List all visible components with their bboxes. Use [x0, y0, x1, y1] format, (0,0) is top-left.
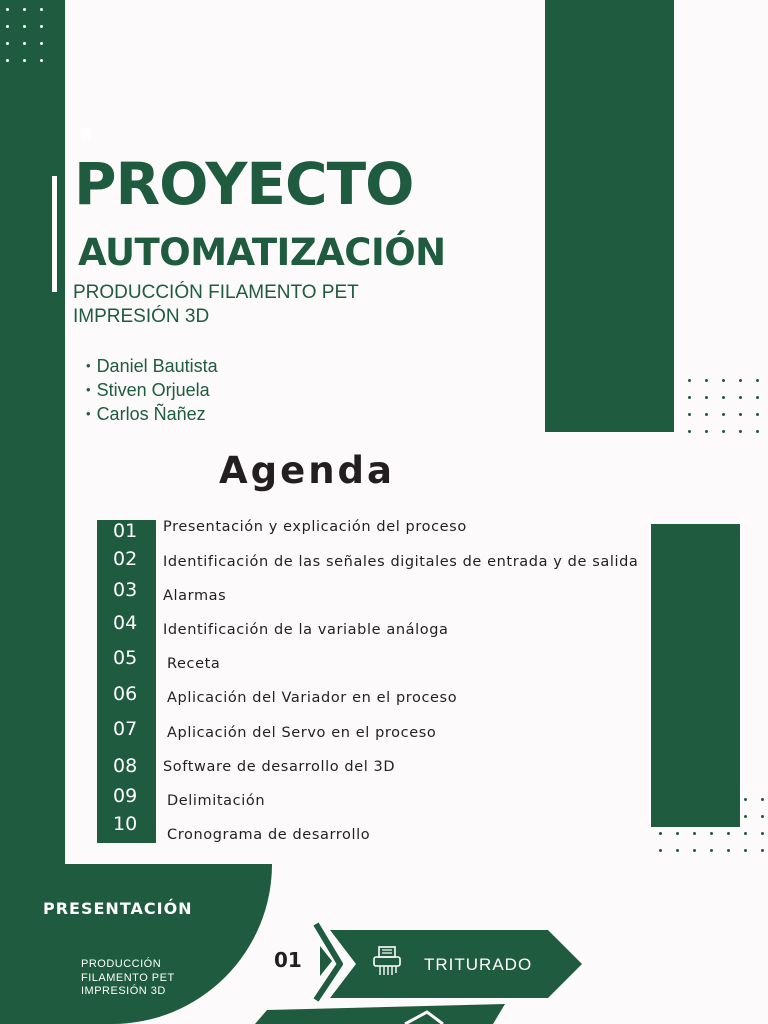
decorative-dot — [676, 815, 679, 818]
decorative-dot — [710, 815, 713, 818]
decorative-dot — [739, 430, 742, 433]
dot-grid-right-upper — [688, 379, 768, 447]
step-label: TRITURADO — [424, 955, 533, 974]
agenda-number-column — [97, 520, 156, 843]
title-accent-bar — [52, 176, 57, 292]
decorative-dot — [705, 430, 708, 433]
decorative-dot — [693, 832, 696, 835]
decorative-dot — [40, 25, 43, 28]
bottom-left-green-shape — [0, 864, 272, 1024]
decorative-dot — [659, 832, 662, 835]
decorative-dot — [761, 832, 764, 835]
decorative-dot — [710, 798, 713, 801]
decorative-dot — [761, 849, 764, 852]
decorative-dot — [722, 379, 725, 382]
page-subtitle-main: AUTOMATIZACIÓN — [78, 231, 446, 274]
section-label: PRESENTACIÓN — [43, 899, 193, 918]
decorative-dot — [6, 8, 9, 11]
agenda-number: 10 — [113, 813, 138, 835]
decorative-dot — [676, 849, 679, 852]
decorative-dot — [40, 8, 43, 11]
right-green-column — [545, 0, 674, 432]
agenda-item: Software de desarrollo del 3D — [163, 759, 396, 775]
agenda-number: 04 — [113, 612, 138, 634]
decorative-dot — [23, 59, 26, 62]
agenda-number: 05 — [113, 647, 138, 669]
decorative-dot — [6, 59, 9, 62]
decorative-dot — [739, 379, 742, 382]
decorative-dot — [688, 379, 691, 382]
decorative-dot — [727, 815, 730, 818]
decorative-dot — [756, 396, 759, 399]
left-green-strip — [0, 0, 65, 864]
agenda-number: 01 — [113, 520, 138, 542]
decorative-dot — [688, 413, 691, 416]
decorative-dot — [659, 849, 662, 852]
agenda-item: Alarmas — [163, 588, 227, 604]
agenda-item: Presentación y explicación del proceso — [163, 519, 467, 535]
decorative-dot — [688, 430, 691, 433]
decorative-dot — [693, 798, 696, 801]
decorative-dot — [705, 379, 708, 382]
decorative-dot — [710, 832, 713, 835]
agenda-title: Agenda — [219, 449, 396, 492]
agenda-right-green-block — [651, 524, 740, 827]
decorative-dot — [705, 396, 708, 399]
agenda-item: Identificación de la variable análoga — [163, 622, 449, 638]
agenda-item: Identificación de las señales digitales de entrada y de salida — [163, 554, 639, 570]
decorative-dot — [659, 815, 662, 818]
dot-grid-top-left — [6, 8, 57, 76]
decorative-dot — [727, 849, 730, 852]
decorative-dot — [744, 815, 747, 818]
decorative-dot — [693, 815, 696, 818]
page-title: PROYECTO — [74, 150, 414, 218]
decorative-dot — [744, 798, 747, 801]
authors-list — [86, 355, 218, 427]
decorative-dot — [659, 798, 662, 801]
agenda-item: Aplicación del Servo en el proceso — [167, 725, 437, 741]
agenda-number: 09 — [113, 785, 138, 807]
agenda-number: 08 — [113, 755, 138, 777]
decorative-dot — [756, 430, 759, 433]
decorative-dot — [739, 413, 742, 416]
decorative-dot — [744, 849, 747, 852]
decorative-dot — [744, 832, 747, 835]
agenda-number: 02 — [113, 548, 138, 570]
author-item: • Stiven Orjuela — [86, 380, 210, 400]
agenda-item: Delimitación — [167, 793, 266, 809]
decorative-dot — [761, 815, 764, 818]
decorative-dot — [722, 396, 725, 399]
decorative-dot — [676, 832, 679, 835]
agenda-number: 07 — [113, 718, 138, 740]
decorative-dot — [40, 59, 43, 62]
subtitle-line-1: PRODUCCIÓN FILAMENTO PET — [73, 282, 359, 303]
shredder-icon — [372, 945, 402, 977]
decorative-dot — [739, 396, 742, 399]
decorative-dot — [722, 430, 725, 433]
decorative-dot — [6, 25, 9, 28]
decorative-dot — [722, 413, 725, 416]
decorative-dot — [23, 8, 26, 11]
decorative-dot — [756, 413, 759, 416]
decorative-dot — [705, 413, 708, 416]
step-number: 01 — [274, 948, 302, 972]
decorative-dot — [693, 849, 696, 852]
decorative-dot — [727, 798, 730, 801]
subtitle-line-2: IMPRESIÓN 3D — [73, 306, 210, 327]
decorative-dot — [23, 25, 26, 28]
agenda-item: Cronograma de desarrollo — [167, 827, 371, 843]
dot-grid-right-lower — [659, 798, 768, 866]
decorative-dot — [688, 396, 691, 399]
agenda-item: Receta — [167, 656, 221, 672]
decorative-circle — [80, 128, 92, 140]
decorative-dot — [676, 798, 679, 801]
agenda-number: 03 — [113, 579, 138, 601]
decorative-dot — [761, 798, 764, 801]
decorative-dot — [756, 379, 759, 382]
decorative-dot — [710, 849, 713, 852]
decorative-dot — [727, 832, 730, 835]
decorative-dot — [40, 42, 43, 45]
decorative-dot — [23, 42, 26, 45]
author-item: • Daniel Bautista — [86, 356, 218, 376]
next-step-banner-partial — [255, 1004, 515, 1024]
agenda-item: Aplicación del Variador en el proceso — [167, 690, 458, 706]
author-item: • Carlos Ñañez — [86, 404, 206, 424]
agenda-number: 06 — [113, 683, 138, 705]
decorative-dot — [6, 42, 9, 45]
section-sub-text: PRODUCCIÓN FILAMENTO PET IMPRESIÓN 3D — [81, 958, 175, 997]
